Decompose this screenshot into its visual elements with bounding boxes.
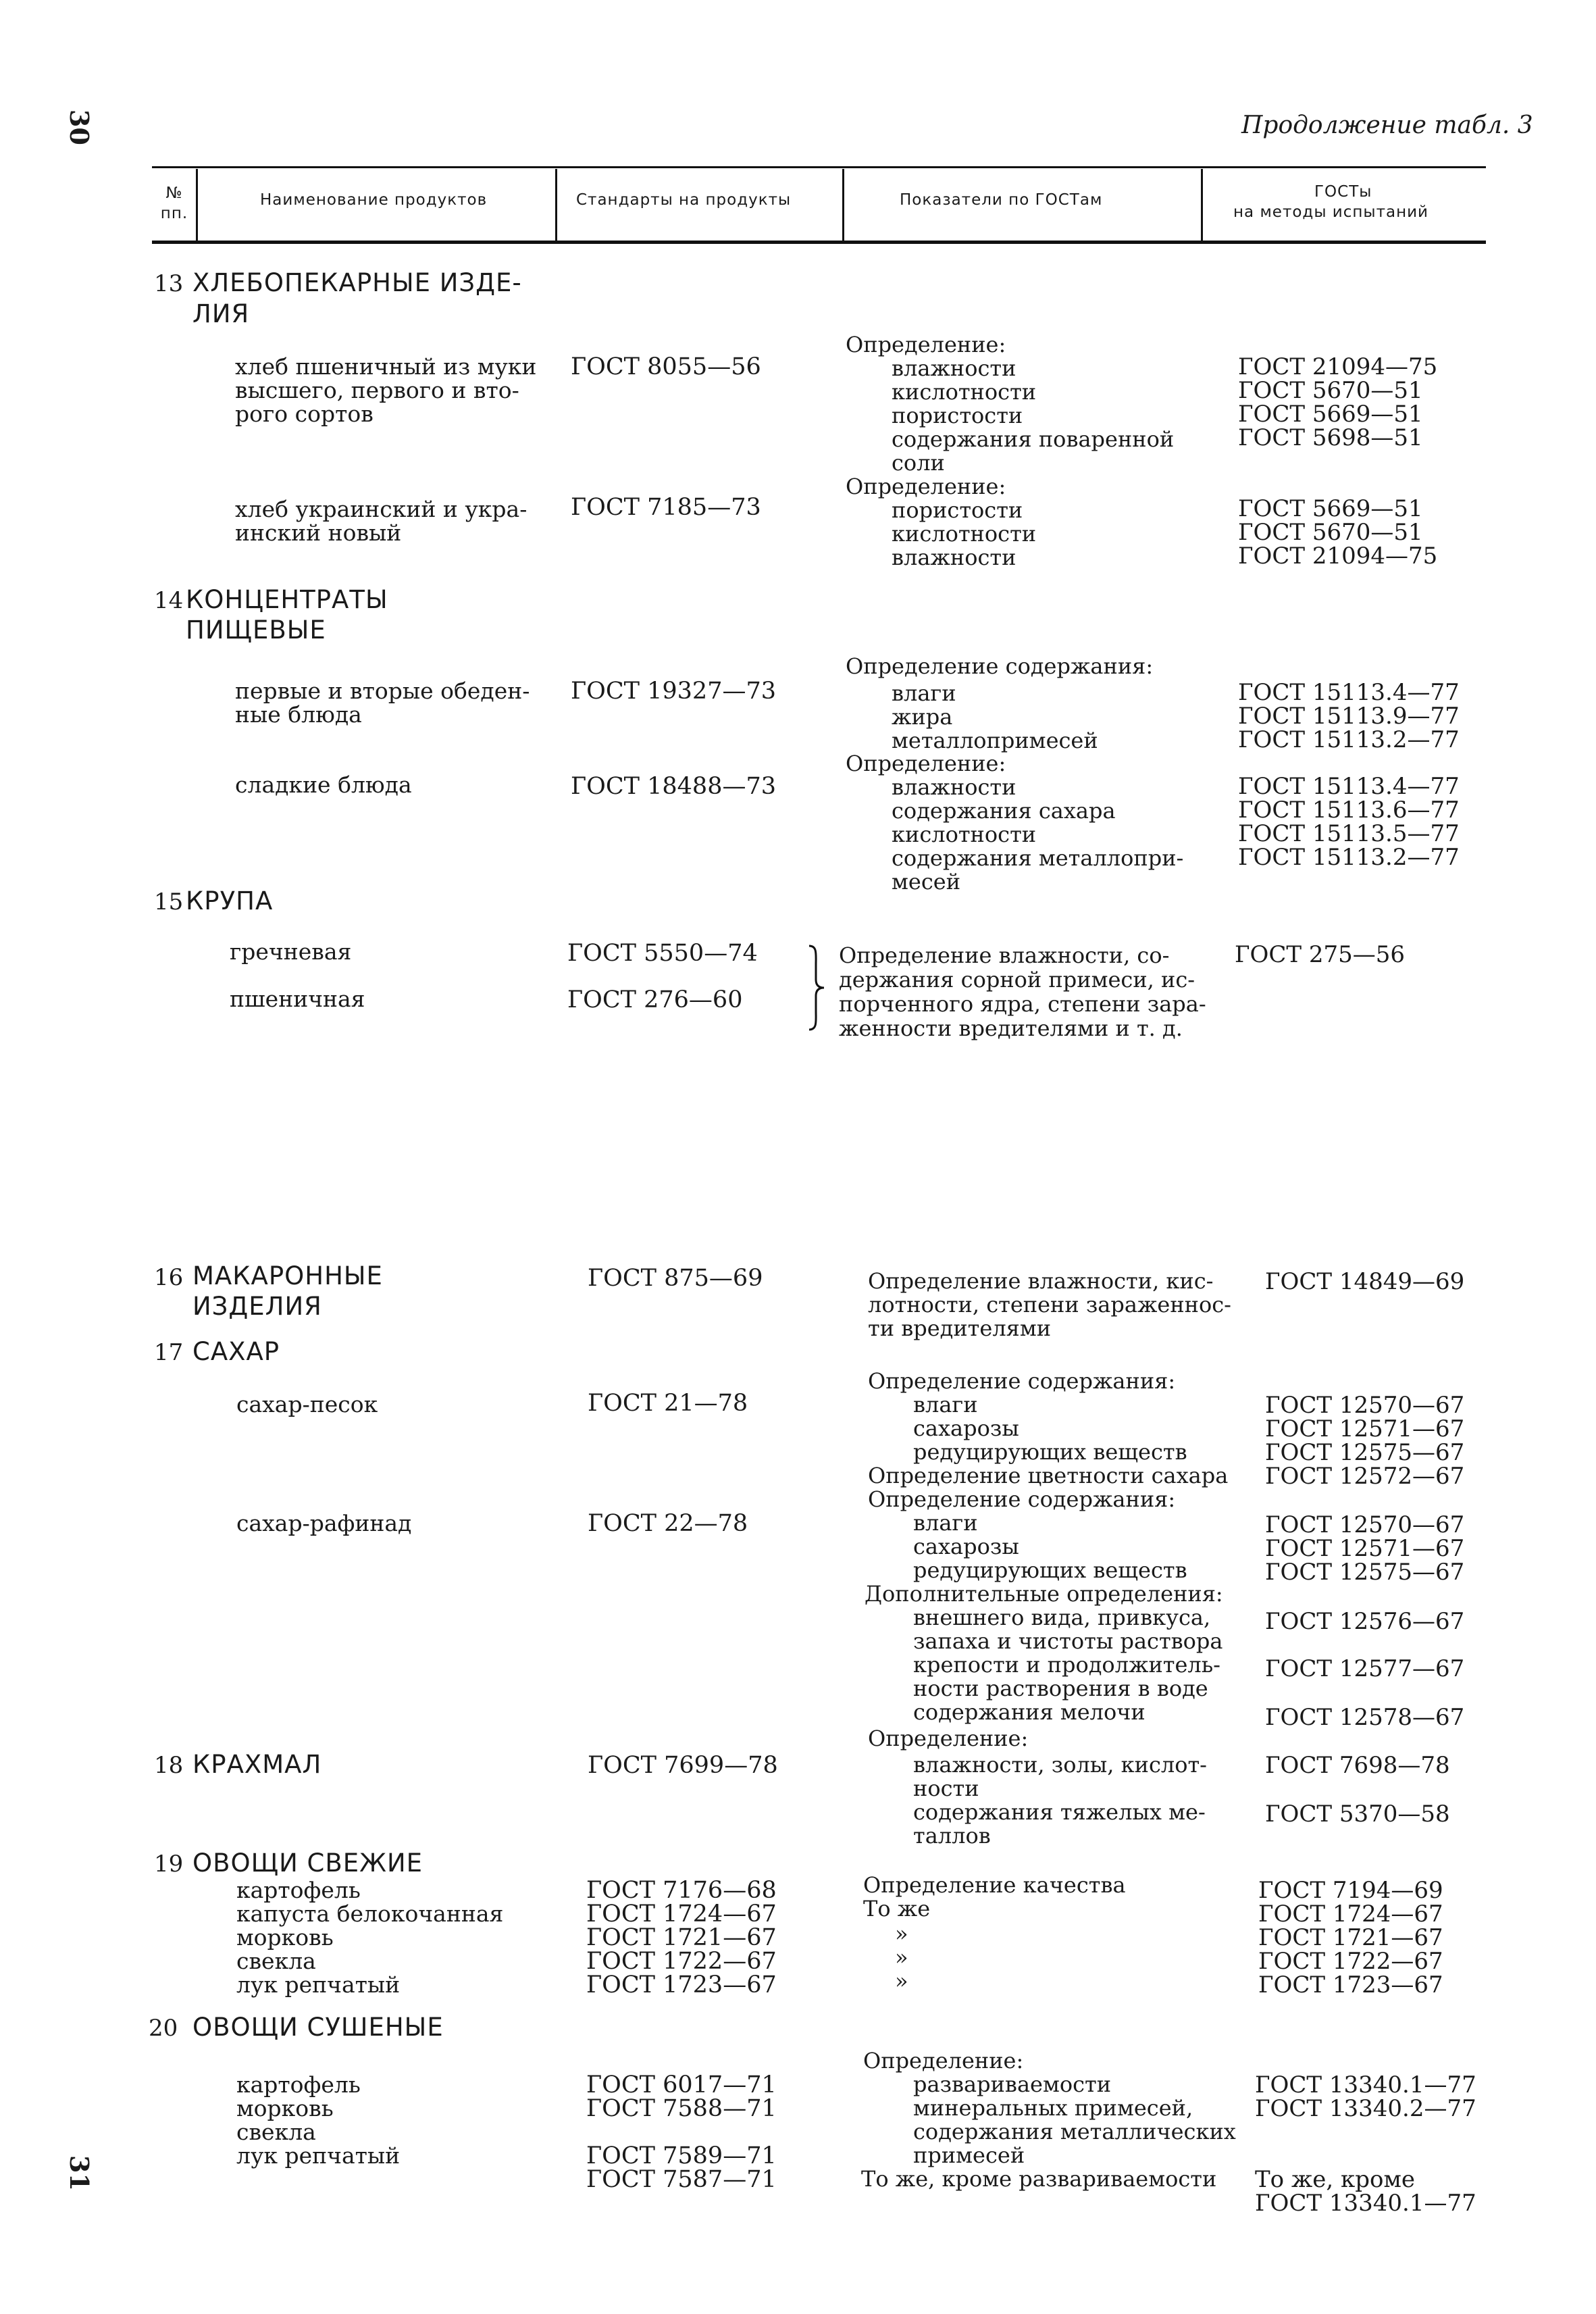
header-col-method-2: на методы испытаний [1233, 203, 1429, 221]
indicator-text: влажности [892, 355, 1016, 381]
indicator-text: содержания сахара [892, 798, 1116, 824]
indicator-text: влаги [892, 680, 956, 706]
ditto-mark: » [895, 1944, 908, 1970]
product-standard: ГОСТ 19327—73 [571, 678, 776, 705]
product-name: первые и вторые обеден- [235, 678, 530, 704]
product-standard: ГОСТ 21—78 [588, 1390, 748, 1417]
section-title: ОВОЩИ СУШЕНЫЕ [192, 2013, 444, 2042]
indicator-text: развариваемости [913, 2071, 1112, 2097]
product-standard: ГОСТ 276—60 [567, 986, 743, 1013]
product-name: хлеб украинский и укра- [235, 496, 527, 522]
product-name: гречневая [230, 938, 352, 965]
product-name: лук репчатый [236, 2142, 401, 2169]
product-name: рого сортов [235, 401, 374, 427]
method-standard: ГОСТ 15113.6—77 [1238, 797, 1460, 824]
indicator-text: редуцирующих веществ [913, 1439, 1187, 1465]
indicator-text: сахарозы [913, 1415, 1019, 1441]
method-standard: ГОСТ 13340.1—77 [1255, 2071, 1476, 2098]
header-top-rule [152, 166, 1486, 168]
indicator-text: влажности [892, 774, 1016, 800]
header-col-indicator: Показатели по ГОСТам [900, 191, 1103, 209]
method-standard: ГОСТ 12571—67 [1265, 1535, 1465, 1562]
product-standard: ГОСТ 7699—78 [588, 1752, 778, 1779]
method-standard: ГОСТ 15113.2—77 [1238, 844, 1460, 871]
indicator-text: содержания мелочи [913, 1699, 1145, 1725]
section-number: 13 [154, 270, 184, 297]
indicator-text: влажности [892, 545, 1016, 570]
indicator-text: влаги [913, 1510, 978, 1536]
product-name: свекла [236, 1948, 316, 1974]
product-standard: ГОСТ 875—69 [588, 1265, 763, 1292]
indicator-text: содержания металлических [913, 2119, 1236, 2144]
section-title: ХЛЕБОПЕКАРНЫЕ ИЗДЕ- [192, 268, 522, 297]
indicator-text: Дополнительные определения: [865, 1581, 1223, 1607]
product-name: пшеничная [230, 986, 365, 1012]
product-standard: ГОСТ 7587—71 [586, 2166, 777, 2193]
header-divider-3 [842, 169, 844, 241]
product-name: картофель [236, 1877, 361, 1903]
indicator-text: лотности, степени зараженнос- [868, 1292, 1231, 1317]
method-standard: ГОСТ 5670—51 [1238, 519, 1423, 546]
section-title: КРУПА [186, 886, 274, 915]
method-standard: ГОСТ 5370—58 [1265, 1801, 1450, 1828]
indicator-text: ти вредителями [868, 1315, 1052, 1341]
product-standard: ГОСТ 18488—73 [571, 773, 776, 800]
indicator-text: примесей [913, 2142, 1025, 2168]
page-number-bottom: 31 [64, 2155, 95, 2191]
indicator-text: порченного ядра, степени зара- [839, 991, 1206, 1017]
curly-brace-icon [804, 945, 828, 1031]
product-name: сахар-рафинад [236, 1510, 412, 1536]
indicator-text: Определение влажности, кис- [868, 1268, 1214, 1294]
product-name: сладкие блюда [235, 772, 412, 798]
indicator-text: Определение содержания: [868, 1368, 1176, 1394]
indicator-text: жира [892, 704, 953, 730]
product-standard: ГОСТ 1724—67 [586, 1901, 777, 1928]
section-number: 18 [154, 1752, 184, 1779]
section-title: КРАХМАЛ [192, 1750, 322, 1779]
method-standard: ГОСТ 7698—78 [1265, 1752, 1450, 1779]
indicator-text: ности [913, 1776, 979, 1801]
section-title: ЛИЯ [192, 299, 250, 328]
product-name: ные блюда [235, 701, 362, 728]
indicator-text: ности растворения в воде [913, 1676, 1208, 1701]
section-title: ПИЩЕВЫЕ [186, 615, 326, 645]
indicator-text: содержания металлопри- [892, 845, 1184, 871]
section-title: САХАР [192, 1337, 280, 1366]
section-number: 19 [154, 1851, 184, 1878]
section-title: ОВОЩИ СВЕЖИЕ [192, 1848, 423, 1878]
method-standard: ГОСТ 12570—67 [1265, 1392, 1465, 1419]
indicator-text: держания сорной примеси, ис- [839, 967, 1195, 992]
indicator-text: Определение содержания: [868, 1486, 1176, 1512]
method-standard: ГОСТ 15113.4—77 [1238, 773, 1460, 800]
method-standard: ГОСТ 12576—67 [1265, 1608, 1465, 1635]
product-name: свекла [236, 2119, 316, 2145]
header-divider-1 [196, 169, 198, 241]
method-standard: ГОСТ 12575—67 [1265, 1559, 1465, 1586]
indicator-text: кислотности [892, 521, 1037, 547]
method-standard: ГОСТ 15113.9—77 [1238, 703, 1460, 730]
product-standard: ГОСТ 1723—67 [586, 1971, 777, 1998]
section-number: 15 [154, 888, 184, 915]
indicator-text: Определение содержания: [846, 653, 1154, 679]
method-standard: ГОСТ 1722—67 [1258, 1948, 1443, 1975]
method-standard: ГОСТ 15113.5—77 [1238, 820, 1460, 847]
indicator-text: пористости [892, 497, 1023, 523]
method-standard: ГОСТ 12571—67 [1265, 1415, 1465, 1442]
product-name: хлеб пшеничный из муки [235, 353, 537, 380]
header-divider-4 [1201, 169, 1203, 241]
header-col-product: Наименование продуктов [260, 191, 488, 209]
header-col-standard: Стандарты на продукты [576, 191, 792, 209]
indicator-text: Определение влажности, со- [839, 942, 1170, 968]
indicator-text: минеральных примесей, [913, 2095, 1193, 2121]
section-title: МАКАРОННЫЕ [192, 1261, 383, 1290]
header-divider-2 [555, 169, 557, 241]
header-col-method-1: ГОСТы [1314, 183, 1372, 201]
product-standard: ГОСТ 6017—71 [586, 2071, 777, 2098]
indicator-text: влажности, золы, кислот- [913, 1752, 1207, 1778]
indicator-text: Определение цветности сахара [868, 1463, 1229, 1488]
indicator-text: внешнего вида, привкуса, [913, 1605, 1211, 1630]
indicator-text: Определение: [863, 2048, 1024, 2073]
indicator-text: таллов [913, 1823, 991, 1848]
indicator-text: крепости и продолжитель- [913, 1652, 1220, 1678]
indicator-text: То же, кроме развариваемости [861, 2166, 1217, 2192]
product-standard: ГОСТ 1722—67 [586, 1948, 777, 1975]
indicator-text: металлопримесей [892, 728, 1098, 753]
section-number: 16 [154, 1264, 184, 1291]
indicator-text: редуцирующих веществ [913, 1557, 1187, 1583]
method-standard: ГОСТ 5669—51 [1238, 401, 1423, 428]
indicator-text: кислотности [892, 379, 1037, 405]
indicator-text: соли [892, 450, 945, 476]
product-name: высшего, первого и вто- [235, 377, 519, 403]
method-standard: ГОСТ 5698—51 [1238, 424, 1423, 451]
product-standard: ГОСТ 8055—56 [571, 353, 761, 380]
product-standard: ГОСТ 22—78 [588, 1510, 748, 1537]
method-standard: ГОСТ 12577—67 [1265, 1655, 1465, 1682]
page-number-top: 30 [64, 109, 95, 145]
indicator-text: Определение: [846, 474, 1006, 499]
ditto-mark: » [895, 1968, 908, 1994]
method-standard: ГОСТ 1721—67 [1258, 1924, 1443, 1951]
product-standard: ГОСТ 7589—71 [586, 2142, 777, 2169]
section-number: 14 [154, 587, 184, 614]
method-standard: ГОСТ 15113.4—77 [1238, 679, 1460, 706]
indicator-text: Определение: [846, 332, 1006, 357]
method-standard: ГОСТ 12575—67 [1265, 1439, 1465, 1466]
method-standard: ГОСТ 275—56 [1235, 941, 1406, 968]
indicator-text: Определение: [868, 1726, 1029, 1751]
indicator-text: Определение: [846, 751, 1006, 776]
product-standard: ГОСТ 7588—71 [586, 2095, 777, 2122]
product-name: морковь [236, 1924, 334, 1951]
method-standard: ГОСТ 5670—51 [1238, 377, 1423, 404]
method-standard: ГОСТ 5669—51 [1238, 495, 1423, 522]
indicator-text: То же [863, 1896, 931, 1921]
indicator-text: Определение качества [863, 1872, 1126, 1898]
indicator-text: кислотности [892, 822, 1037, 847]
product-name: капуста белокочанная [236, 1901, 504, 1927]
product-name: морковь [236, 2095, 334, 2121]
section-title: КОНЦЕНТРАТЫ [186, 585, 388, 614]
method-standard: ГОСТ 1724—67 [1258, 1901, 1443, 1928]
indicator-text: запаха и чистоты раствора [913, 1628, 1223, 1654]
method-standard: ГОСТ 12570—67 [1265, 1511, 1465, 1538]
method-standard: ГОСТ 7194—69 [1258, 1877, 1443, 1904]
indicator-text: содержания тяжелых ме- [913, 1799, 1206, 1825]
indicator-text: сахарозы [913, 1534, 1019, 1559]
method-standard: То же, кроме [1255, 2166, 1416, 2193]
product-standard: ГОСТ 5550—74 [567, 940, 758, 967]
section-title: ИЗДЕЛИЯ [192, 1292, 322, 1321]
product-name: картофель [236, 2071, 361, 2098]
continuation-title: Продолжение табл. 3 [1241, 111, 1533, 139]
method-standard: ГОСТ 21094—75 [1238, 543, 1438, 570]
method-standard: ГОСТ 12572—67 [1265, 1463, 1465, 1490]
header-col-number: № пп. [160, 184, 188, 222]
product-standard: ГОСТ 7185—73 [571, 494, 761, 521]
section-number: 20 [149, 2015, 178, 2042]
method-standard: ГОСТ 1723—67 [1258, 1971, 1443, 1998]
method-standard: ГОСТ 14849—69 [1265, 1268, 1465, 1295]
indicator-text: содержания поваренной [892, 426, 1175, 452]
product-name: инский новый [235, 520, 402, 546]
method-standard: ГОСТ 15113.2—77 [1238, 726, 1460, 753]
indicator-text: месей [892, 869, 961, 895]
product-name: сахар-песок [236, 1391, 378, 1417]
product-standard: ГОСТ 7176—68 [586, 1877, 777, 1904]
product-standard: ГОСТ 1721—67 [586, 1924, 777, 1951]
method-standard: ГОСТ 13340.2—77 [1255, 2095, 1476, 2122]
indicator-text: влаги [913, 1392, 978, 1417]
header-bottom-rule [152, 241, 1486, 244]
product-name: лук репчатый [236, 1971, 401, 1998]
indicator-text: женности вредителями и т. д. [839, 1015, 1183, 1041]
method-standard: ГОСТ 21094—75 [1238, 353, 1438, 380]
method-standard: ГОСТ 13340.1—77 [1255, 2190, 1476, 2217]
indicator-text: пористости [892, 403, 1023, 428]
method-standard: ГОСТ 12578—67 [1265, 1704, 1465, 1731]
section-number: 17 [154, 1339, 184, 1366]
ditto-mark: » [895, 1921, 908, 1946]
